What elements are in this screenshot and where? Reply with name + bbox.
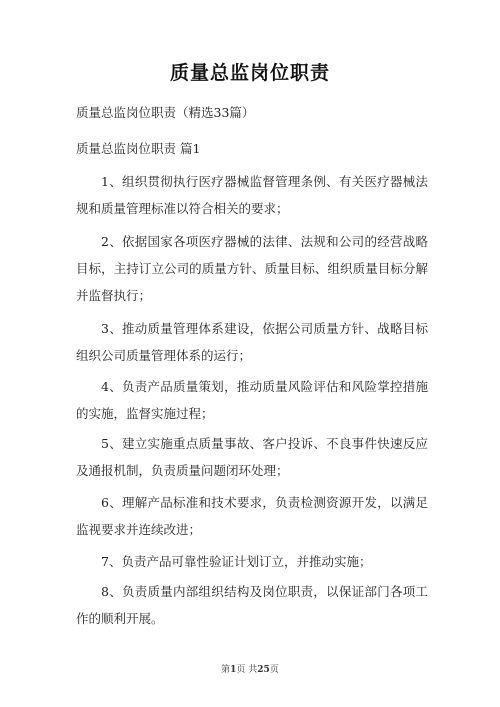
document-subtitle: 质量总监岗位职责（精选33篇） — [76, 105, 255, 120]
footer-suffix: 页 — [269, 665, 279, 675]
paragraph-2: 2、依据国家各项医疗器械的法律、法规和公司的经营战略目标，主持订立公司的质量方针、质量目标、组织质量目标分解并监督执行； — [76, 234, 428, 303]
paragraph-7: 7、负责产品可靠性验证计划订立，并推动实施； — [101, 554, 372, 569]
document-title: 质量总监岗位职责 — [169, 62, 330, 84]
paragraph-1: 1、组织贯彻执行医疗器械监督管理条例、有关医疗器械法规和质量管理标准以符合相关的要求； — [76, 174, 428, 216]
paragraph-8: 8、负责质量内部组织结构及岗位职责，以保证部门各项工作的顺利开展。 — [76, 584, 428, 626]
page-footer — [0, 662, 500, 675]
paragraph-4: 4、负责产品质量策划，推动质量风险评估和风险掌控措施的实施，监督实施过程； — [76, 379, 428, 421]
current-page-number: 1 — [230, 665, 237, 675]
total-pages-number: 25 — [257, 665, 270, 675]
footer-middle: 页 共 — [236, 665, 258, 675]
paragraph-6: 6、理解产品标准和技术要求，负责检测资源开发，以满足监视要求并连续改进； — [76, 495, 428, 537]
footer-prefix: 第 — [221, 665, 231, 675]
section-heading: 质量总监岗位职责 篇1 — [76, 141, 201, 156]
paragraph-3: 3、推动质量管理体系建设，依据公司质量方针、战略目标组织公司质量管理体系的运行； — [76, 321, 428, 363]
paragraph-5: 5、建立实施重点质量事故、客户投诉、不良事件快速反应及通报机制，负责质量问题闭环处理； — [76, 436, 428, 478]
